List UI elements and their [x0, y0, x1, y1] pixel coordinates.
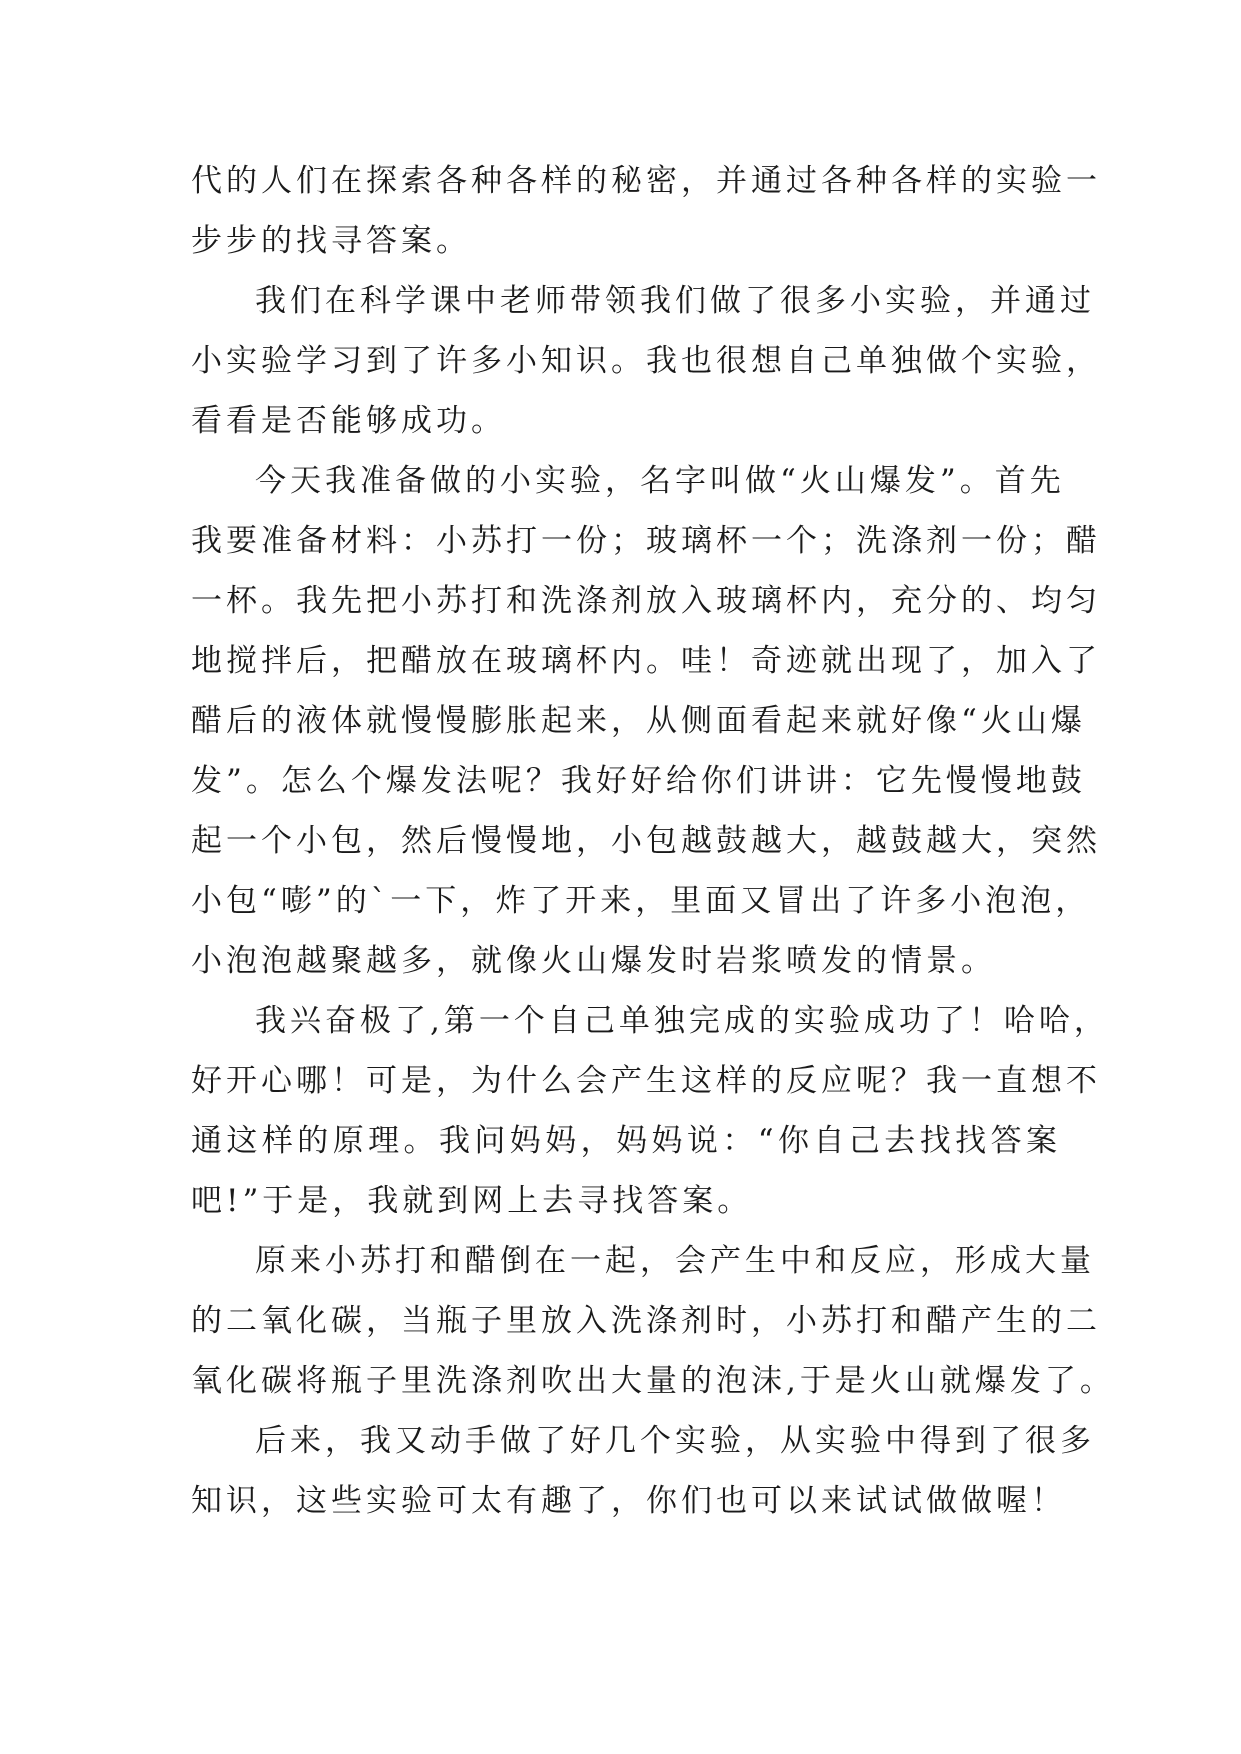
text-line-9: 地搅拌后，把醋放在玻璃杯内。哇！奇迹就出现了，加入了: [191, 643, 1101, 679]
text-line-1: 代的人们在探索各种各样的秘密，并通过各种各样的实验一: [191, 163, 1101, 199]
text-line-6: 今天我准备做的小实验，名字叫做“火山爆发”。首先: [255, 463, 1065, 499]
text-line-19: 原来小苏打和醋倒在一起，会产生中和反应，形成大量: [255, 1243, 1095, 1279]
text-line-18: 吧!”于是，我就到网上去寻找答案。: [191, 1183, 753, 1219]
text-line-15: 我兴奋极了,第一个自己单独完成的实验成功了！哈哈，: [255, 1003, 1109, 1039]
text-line-13: 小包“嘭”的`一下，炸了开来，里面又冒出了许多小泡泡，: [191, 883, 1091, 919]
text-line-22: 后来，我又动手做了好几个实验，从实验中得到了很多: [255, 1423, 1095, 1459]
text-line-17: 通这样的原理。我问妈妈，妈妈说：“你自己去找找答案: [191, 1123, 1061, 1159]
text-line-14: 小泡泡越聚越多，就像火山爆发时岩浆喷发的情景。: [191, 943, 996, 979]
text-line-12: 起一个小包，然后慢慢地，小包越鼓越大，越鼓越大，突然: [191, 823, 1101, 859]
text-line-2: 步步的找寻答案。: [191, 223, 471, 259]
text-line-11: 发”。怎么个爆发法呢？我好好给你们讲讲：它先慢慢地鼓: [191, 763, 1086, 799]
text-line-20: 的二氧化碳，当瓶子里放入洗涤剂时，小苏打和醋产生的二: [191, 1303, 1101, 1339]
text-line-7: 我要准备材料：小苏打一份；玻璃杯一个；洗涤剂一份；醋: [191, 523, 1101, 559]
text-line-3: 我们在科学课中老师带领我们做了很多小实验，并通过: [255, 283, 1095, 319]
text-line-8: 一杯。我先把小苏打和洗涤剂放入玻璃杯内，充分的、均匀: [191, 583, 1101, 619]
text-line-4: 小实验学习到了许多小知识。我也很想自己单独做个实验，: [191, 343, 1101, 379]
essay-body: [191, 151, 1115, 1531]
text-line-10: 醋后的液体就慢慢膨胀起来，从侧面看起来就好像“火山爆: [191, 703, 1086, 739]
text-line-23: 知识，这些实验可太有趣了，你们也可以来试试做做喔！: [191, 1483, 1066, 1519]
text-line-5: 看看是否能够成功。: [191, 403, 506, 439]
text-line-16: 好开心哪！可是，为什么会产生这样的反应呢？我一直想不: [191, 1063, 1101, 1099]
text-line-21: 氧化碳将瓶子里洗涤剂吹出大量的泡沫,于是火山就爆发了。: [191, 1363, 1115, 1399]
